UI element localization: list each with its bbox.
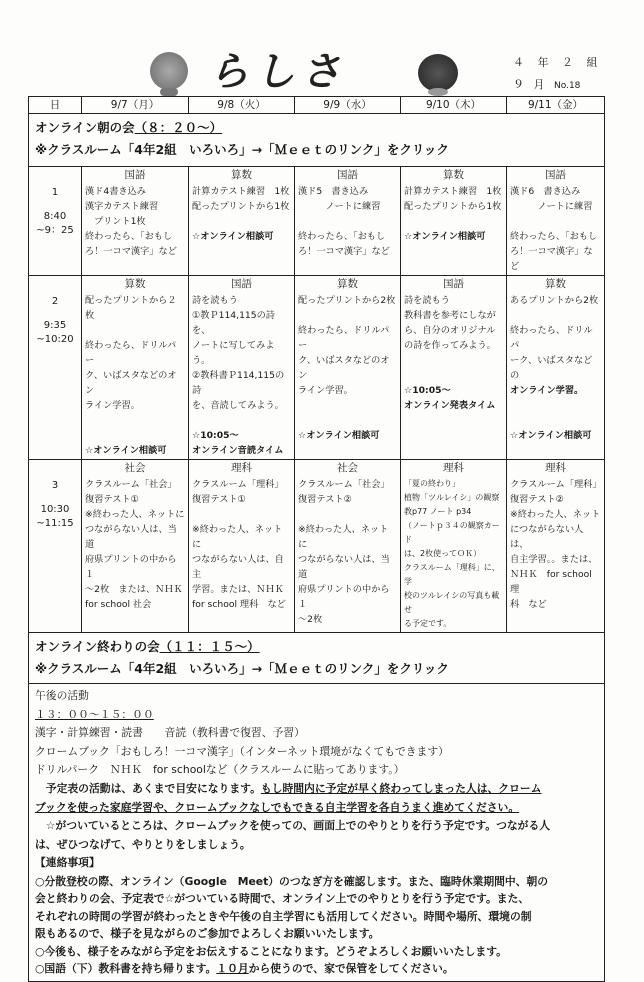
schedule-table [28, 96, 605, 982]
morning-meeting-row [29, 114, 605, 167]
closing-instruction: ※クラスルーム「4年2組 いろいろ」→「Ｍｅｅｔのリンク」をクリック [35, 661, 449, 676]
class-label: ４ 年 ２ 組 [513, 56, 603, 69]
lesson-line: を、音読してみよう。 [192, 400, 284, 411]
lesson-line: ①教Ｐ114,115の詩を、 [192, 310, 275, 336]
lesson-line: 府県プリントの中から１ [85, 554, 177, 580]
lesson-line: クラスルーム「理科」 [192, 479, 284, 490]
day-column-header: 9/10（木） [401, 97, 507, 114]
notice-line-last [35, 960, 598, 978]
lesson-line: 配ったプリントから1枚 [192, 201, 290, 212]
lesson-line: 復習テスト② [510, 494, 564, 505]
morning-title: オンライン朝の会 [35, 120, 135, 135]
afternoon-line: ドリルパーク ＮＨＫ for schoolなど（クラスルームに貼ってあります。） [35, 763, 405, 777]
lesson-line [298, 308, 397, 323]
subject-label: 算数 [443, 169, 464, 181]
lesson-line: あるプリントから2枚 [510, 295, 599, 306]
lesson-cell [82, 167, 189, 276]
lesson-line: る予定です。 [404, 619, 452, 628]
lesson-line: for school 社会 [85, 599, 152, 610]
lesson-line: につながらない人は、 [510, 524, 584, 550]
lesson-line [510, 413, 601, 428]
lesson-line: ※終わった人、ネットに [192, 524, 283, 550]
lesson-line [404, 353, 503, 368]
lesson-line [298, 398, 397, 413]
lesson-line: 終わったら、ドリルパー [298, 325, 390, 351]
notices-body [35, 873, 598, 978]
closing-title: オンライン終わりの会 [35, 639, 160, 654]
lesson-line: 漢ド4書き込み [85, 186, 146, 197]
lesson-line: ※終わった人、ネットに [85, 509, 185, 520]
lesson-line [85, 323, 185, 338]
period-row [29, 460, 605, 633]
lesson-line [404, 214, 503, 229]
lesson-cell [189, 460, 295, 633]
lesson-line: 終わったら、「おもし [510, 231, 598, 242]
lesson-line: 終わったら、ドリルパー [85, 340, 177, 366]
subject-label: 国語 [545, 169, 566, 181]
lesson-cell [507, 167, 605, 276]
lesson-line: 終わったら、ドリルパ [510, 325, 593, 351]
period-cell [29, 276, 82, 460]
period-row [29, 167, 605, 276]
lesson-line: ※終わった人、ネット [510, 509, 601, 520]
lesson-line: for school 理科 など [192, 599, 286, 610]
lesson-line: 配ったプリントから1枚 [404, 201, 502, 212]
afternoon-line: クロームブック「おもしろ！一コマ漢字」（インターネット環境がなくてもできます） [35, 744, 449, 758]
lesson-line [510, 308, 601, 323]
notices-title: 【連絡事項】 [35, 856, 100, 870]
lesson-line: 学習。または、ＮＨＫ [192, 584, 284, 595]
lesson-line: 詩を読もう [404, 295, 450, 306]
notice-text: ○国語（下）教科書を持ち帰ります。 [35, 962, 217, 976]
lesson-cell [401, 460, 507, 633]
day-column-header: 9/7（月） [82, 97, 189, 114]
lesson-line [192, 507, 291, 522]
lesson-line: ☆オンライン相談可 [510, 430, 592, 441]
lesson-cell [189, 276, 295, 460]
lesson-line: クラスルーム「社会」 [85, 479, 177, 490]
lesson-line [298, 507, 397, 522]
lesson-line: 「夏の終わり」 [404, 479, 460, 488]
lesson-line [85, 428, 185, 443]
notice-month: １０月 [216, 962, 249, 976]
lesson-line: 計算カテスト練習 1枚 [192, 186, 290, 197]
closing-meeting-row [29, 633, 605, 684]
lesson-line: 終わったら、「おもし [85, 231, 173, 242]
newsletter-title: らしさ [207, 48, 356, 95]
lesson-cell [401, 276, 507, 460]
subject-label: 算数 [337, 278, 358, 290]
lesson-line: 漢ド5 書き込み [298, 186, 369, 197]
morning-time: （８：２０～） [134, 120, 223, 135]
notice-line: ○今後も、様子をみながら予定をお伝えすることになります。どうぞよろしくお願いいたします。 [35, 944, 507, 958]
afternoon-title: 午後の活動 [35, 689, 89, 702]
lesson-line: 計算カテスト練習 1枚 [404, 186, 502, 197]
period-end: ~9：25 [36, 225, 74, 236]
period-start: 9:35 [43, 320, 67, 331]
lesson-line: オンライン発表タイム [404, 400, 496, 411]
period-number: 3 [51, 480, 59, 491]
subject-label: 社会 [337, 462, 358, 474]
day-column-header: 9/8（火） [189, 97, 295, 114]
issue-month: ９ 月 [513, 78, 548, 91]
notice-line: ○分散登校の際、オンライン（Google Meet）のつなぎ方を確認します。また、臨時休業期間中、朝の [35, 874, 549, 888]
pumpkin-mascot-illustration [150, 52, 188, 90]
lesson-line [404, 368, 503, 383]
lesson-line: ろ！一コマ漢字」など [85, 246, 177, 257]
lesson-line [298, 214, 397, 229]
lesson-line: ク、いばスタなどのオン [85, 370, 177, 396]
lesson-line: ろ！一コマ漢字」など [298, 246, 390, 257]
lesson-line [298, 413, 397, 428]
lesson-cell [507, 276, 605, 460]
subject-label: 国語 [231, 278, 252, 290]
fruit-mascot-illustration [418, 54, 458, 92]
period-number: 2 [51, 296, 59, 307]
issue-number: No.18 [554, 81, 581, 91]
note-1-plain: 予定表の活動は、あくまで目安になります。 [35, 781, 261, 795]
lesson-line: つながらない人は、当道 [298, 554, 390, 580]
lesson-line: ～2枚 または、ＮＨＫ [85, 584, 183, 595]
note-2: ☆がついているところは、クロームブックを使っての、画面上でのやりとりを行う予定です。つながる人 [35, 819, 551, 833]
lesson-line: は、2枚使ってＯＫ） [404, 549, 482, 558]
lesson-line [192, 413, 291, 428]
lesson-line [510, 398, 601, 413]
fruit-mascot-body [428, 88, 448, 96]
lesson-line: の詩を作ってみよう。 [404, 340, 496, 351]
subject-label: 国語 [443, 278, 464, 290]
lesson-line: ☆オンライン相談可 [192, 231, 274, 242]
lesson-line: ②教科書Ｐ114,115の詩 [192, 370, 285, 396]
lesson-line: ☆オンライン相談可 [298, 430, 380, 441]
lesson-line: 詩を読もう [192, 295, 238, 306]
afternoon-line: 漢字・計算練習・読書 音読（教科書で復習、予習） [35, 726, 305, 740]
lesson-line: ☆10:05～ [404, 385, 451, 396]
lesson-line: 府県プリントの中から１ [298, 584, 390, 610]
note-2-cont: は、ぜひつなげて、やりとりをしましょう。 [35, 837, 251, 851]
lesson-line: 教p77 ノート p34 [404, 507, 472, 516]
note-1-underlined: もし時間内に予定が早く終わってしまった人は、クローム [260, 781, 542, 795]
period-number: 1 [51, 187, 59, 198]
lesson-line: ら、自分のオリジナル [404, 325, 496, 336]
subject-label: 国語 [337, 169, 358, 181]
subject-label: 社会 [124, 462, 146, 474]
lesson-line: 自主学習。。または、 [510, 554, 598, 565]
period-row [29, 276, 605, 460]
notice-line: 限もあるので、様子を見ながらのご参加でよろしくお願いいたします。 [35, 927, 380, 941]
notice-text: から使うので、家で保管をしてください。 [248, 962, 454, 976]
day-column-header: 9/11（金） [507, 97, 605, 114]
lesson-line: つながらない人は、当道 [85, 524, 177, 550]
lesson-line: ろ！一コマ漢字」など [510, 246, 593, 272]
lesson-cell [401, 167, 507, 276]
lesson-line: 教科書を参考にしなが [404, 310, 496, 321]
period-cell [29, 167, 82, 276]
lesson-line: ク、いばスタなどのオン [298, 355, 390, 381]
lesson-cell [295, 460, 401, 633]
lesson-line: クラスルーム「社会」 [298, 479, 390, 490]
lesson-line: 配ったプリントから2枚 [298, 295, 396, 306]
lesson-line: ライン学習。 [85, 400, 140, 411]
period-start: 10:30 [40, 504, 70, 515]
issue-label [513, 78, 580, 93]
lesson-line: ～2枚 [298, 614, 323, 625]
lesson-line: ノートに写してみよう。 [192, 340, 275, 366]
lesson-line: ☆オンライン相談可 [404, 231, 486, 242]
subject-label: 理科 [231, 462, 252, 474]
lesson-line: ※終わった人、ネットに [298, 524, 389, 550]
lesson-line: つながらない人は、自主 [192, 554, 284, 580]
lesson-line: 配ったプリントから２枚 [85, 295, 177, 321]
lesson-line: 漢ド6 書き込み [510, 186, 581, 197]
lesson-line [510, 214, 601, 229]
notice-line: それぞれの時間の学習が終わったときや午後の自主学習にも活用してください。時間や場所、環境の制 [35, 909, 532, 923]
afternoon-time: １３：００～１５：００ [35, 707, 154, 721]
header-row [29, 97, 605, 114]
lesson-line: （ノートｐ３４の観察カード [404, 521, 500, 544]
lesson-line: ☆10:05～ [192, 430, 239, 441]
subject-label: 理科 [545, 462, 566, 474]
lesson-cell [295, 167, 401, 276]
closing-time: （１１：１５～） [159, 639, 260, 654]
lesson-cell [189, 167, 295, 276]
lesson-line: オンライン音読タイム [192, 445, 284, 456]
lesson-line: 科 など [510, 599, 547, 610]
period-cell [29, 460, 82, 633]
lesson-line: クラスルーム「理科」に、学 [404, 563, 500, 586]
lesson-line: ☆オンライン相談可 [85, 445, 167, 456]
lesson-cell [507, 460, 605, 633]
note-1 [35, 780, 598, 799]
day-column-header: 9/9（水） [295, 97, 401, 114]
lesson-line [85, 413, 185, 428]
subject-label: 算数 [124, 278, 146, 290]
lesson-cell [82, 276, 189, 460]
lesson-line: ＮＨＫ for school 理 [510, 569, 592, 595]
lesson-line: ノートに練習 [298, 201, 381, 212]
lesson-line: 復習テスト② [298, 494, 352, 505]
lesson-line: 校のツルレイシの写真も載せ [404, 591, 500, 614]
subject-label: 算数 [231, 169, 252, 181]
lesson-line: 植物「ツルレイシ」の観察 [404, 493, 500, 502]
lesson-line: 漢字カテスト練習 [85, 201, 159, 212]
lesson-cell [82, 460, 189, 633]
lesson-line: ーク、いばスタなどの [510, 355, 593, 381]
period-column-header: 日 [29, 97, 82, 114]
lesson-line: 終わったら、「おもし [298, 231, 386, 242]
subject-label: 国語 [124, 169, 146, 181]
subject-label: 算数 [545, 278, 566, 290]
lesson-line: 復習テスト① [192, 494, 246, 505]
lesson-line: プリント1枚 [85, 216, 146, 227]
period-end: ~11:15 [36, 518, 74, 529]
period-start: 8:40 [43, 211, 67, 222]
lesson-line: オンライン学習。 [510, 385, 584, 396]
note-1-underlined-cont: ブックを使った家庭学習や、クロームブックなしでもできる自主学習を各自うまく進めてください。 [35, 800, 520, 814]
lesson-line: クラスルーム「理科」 [510, 479, 602, 490]
morning-instruction: ※クラスルーム「4年2組 いろいろ」→「Ｍｅｅｔのリンク」をクリック [35, 142, 449, 157]
lesson-line: 復習テスト① [85, 494, 139, 505]
lesson-line [192, 214, 291, 229]
afternoon-row [29, 684, 605, 982]
lesson-cell [295, 276, 401, 460]
notice-line: 会と終わりの会、予定表で☆がついている時間で、オンライン上でのやりとりを行う予定です。また、 [35, 892, 530, 906]
lesson-line: ライン学習。 [298, 385, 353, 396]
subject-label: 理科 [443, 462, 464, 474]
lesson-line: ノートに練習 [510, 201, 593, 212]
pumpkin-mascot-body [160, 88, 178, 96]
period-end: ~10:20 [36, 334, 74, 345]
